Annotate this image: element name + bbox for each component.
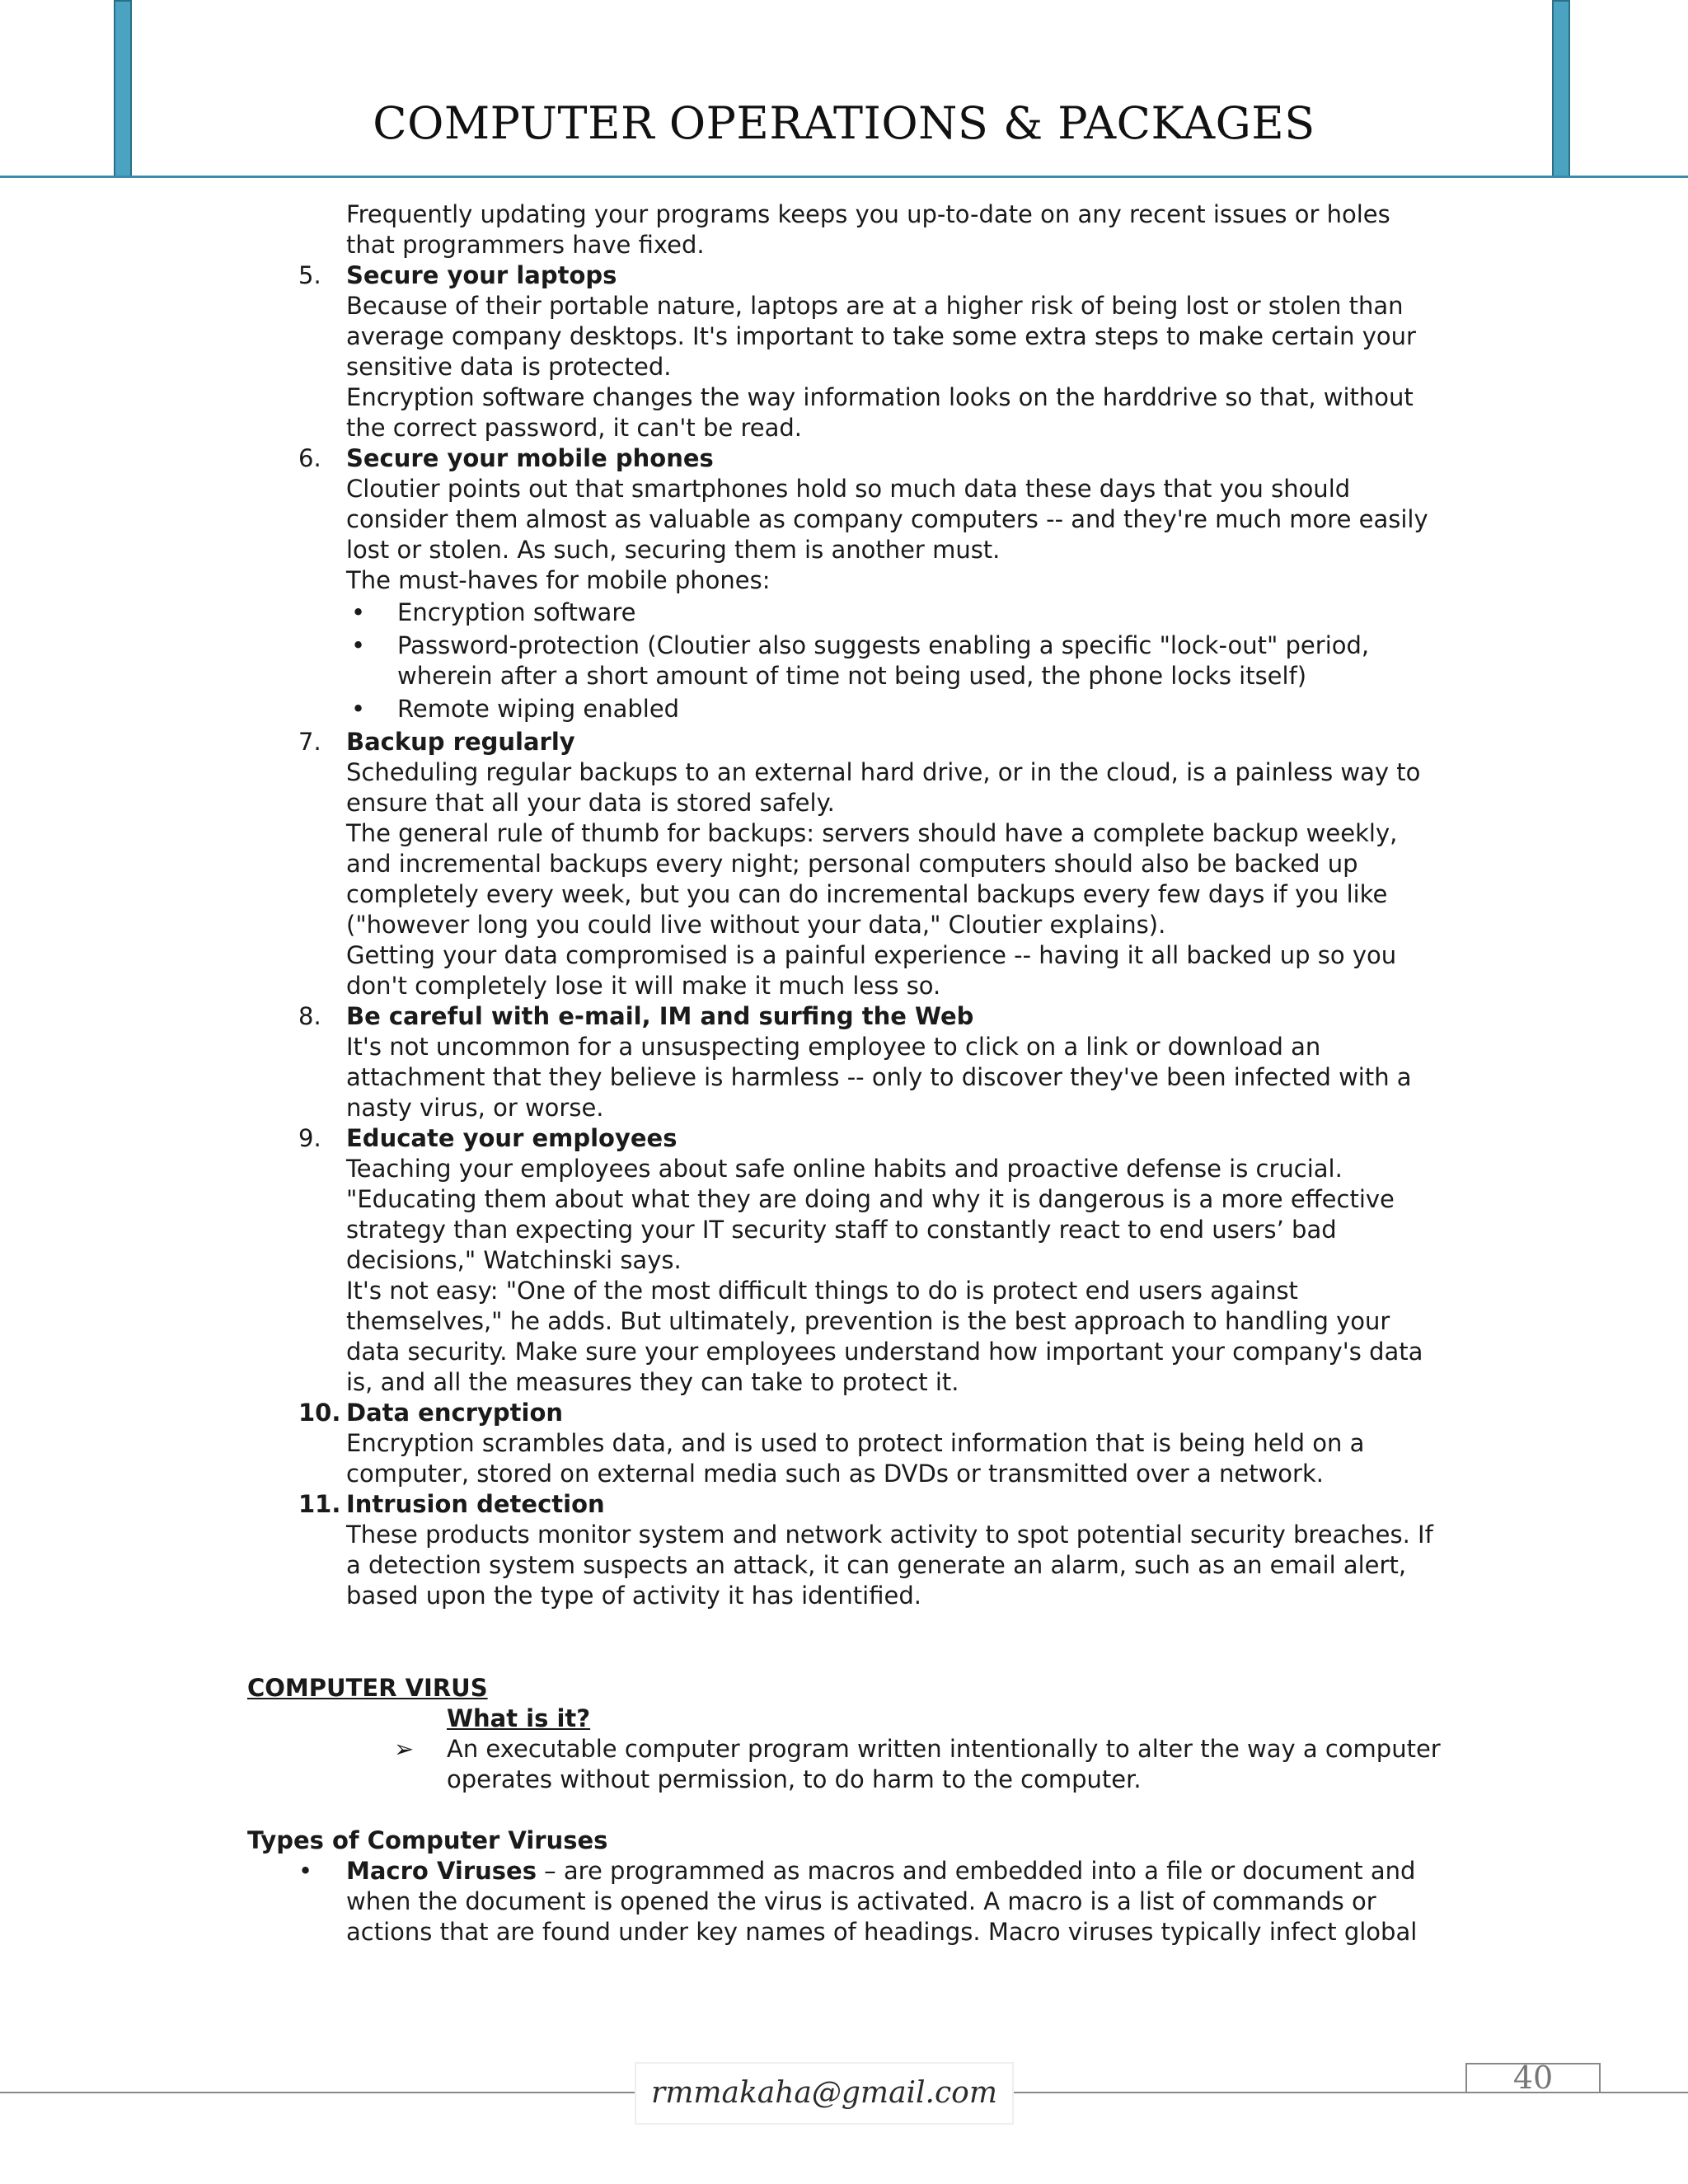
bullet-item (346, 694, 1442, 724)
document-body (247, 199, 1442, 1947)
list-item-title: Backup regularly (346, 728, 575, 756)
list-item-number: 7. (298, 728, 321, 756)
virus-definition (247, 1734, 1442, 1795)
footer-email: rmmakaha@gmail.com (635, 2062, 1014, 2125)
bullet-dot-icon: • (351, 695, 366, 723)
list-item (247, 443, 1442, 724)
list-item-paragraph: Cloutier points out that smartphones hold so much data these days that you should consider them almost as valuable as company computers -- and they're much more easily lost or stolen. As such, securing them is another must. (346, 475, 1428, 564)
virus-type-description: – are programmed as macros and embedded into a file or document and when the document is opened the virus is activated. A macro is a list of commands or actions that are found under key names of headings. Macro viruses typically infect global (346, 1857, 1418, 1946)
list-item (247, 260, 1442, 443)
list-item-number: 5. (298, 261, 321, 289)
list-item-number: 11. (298, 1490, 341, 1518)
list-item-paragraph: The general rule of thumb for backups: servers should have a complete backup weekly, and incremental backups every night; personal computers should also be backed up completely every week, but you can do incremental backups every few days if you like ("however long you could live without your data," Cloutier explains). (346, 819, 1398, 939)
bullet-dot-icon: • (351, 631, 366, 659)
types-list (247, 1856, 1442, 1947)
list-item (247, 1001, 1442, 1123)
bullet-dot-icon: • (351, 598, 366, 626)
list-item-title: Be careful with e-mail, IM and surfing the Web (346, 1002, 974, 1030)
section-heading-computer-virus: COMPUTER VIRUS (247, 1674, 488, 1702)
footer-line-left (0, 2092, 635, 2093)
bullet-text: Password-protection (Cloutier also suggests enabling a specific "lock-out" period, wherein after a short amount of time not being used, the phone locks itself) (397, 631, 1370, 690)
list-item-paragraph: These products monitor system and network activity to spot potential security breaches. If a detection system suspects an attack, it can generate an alarm, such as an email alert, based upon the type of activity it has identified. (346, 1521, 1433, 1610)
list-item-number: 10. (298, 1399, 341, 1427)
list-item-number: 9. (298, 1124, 321, 1152)
page-number: 40 (1465, 2063, 1601, 2093)
page-title: COMPUTER OPERATIONS & PACKAGES (373, 97, 1315, 149)
list-item-paragraph: Getting your data compromised is a painful experience -- having it all backed up so you don't completely lose it will make it much less so. (346, 941, 1397, 1000)
list-item-title: Data encryption (346, 1399, 564, 1427)
bullet-list (346, 598, 1442, 724)
list-item-title: Secure your laptops (346, 261, 617, 289)
list-item-title: Educate your employees (346, 1124, 678, 1152)
header-left-bar (114, 0, 132, 177)
types-heading: Types of Computer Viruses (247, 1826, 608, 1854)
list-item (247, 1123, 1442, 1398)
header-divider (0, 176, 1688, 178)
virus-type-item (247, 1856, 1442, 1947)
list-item-paragraph: It's not easy: "One of the most difficult things to do is protect end users against themselves," he adds. But ultimately, prevention is the best approach to handling your data security. Make sure your employees understand how important your company's data is, and all the measures they can take to protect it. (346, 1277, 1423, 1396)
bullet-item (346, 630, 1442, 691)
list-item-number: 6. (298, 444, 321, 472)
list-item-paragraph: Encryption software changes the way information looks on the harddrive so that, without the correct password, it can't be read. (346, 383, 1414, 442)
list-item (247, 727, 1442, 1001)
header-right-bar (1552, 0, 1570, 177)
bullet-text: Encryption software (397, 598, 636, 626)
numbered-list (247, 260, 1442, 1611)
subheading-what-is-it: What is it? (447, 1704, 591, 1732)
list-item-paragraph: The must-haves for mobile phones: (346, 566, 771, 594)
list-item (247, 1398, 1442, 1489)
arrow-bullet-icon: ➢ (394, 1735, 415, 1763)
list-item-paragraph: Encryption scrambles data, and is used to protect information that is being held on a computer, stored on external media such as DVDs or transmitted over a network. (346, 1429, 1365, 1488)
list-item-paragraph: It's not uncommon for a unsuspecting employee to click on a link or download an attachment that they believe is harmless -- only to discover they've been infected with a nasty virus, or worse. (346, 1033, 1412, 1122)
list-item-paragraph: Teaching your employees about safe online habits and proactive defense is crucial. "Educating them about what they are doing and why it is dangerous is a more effective strategy than expecting your IT security staff to constantly react to end users’ bad decisions," Watchinski says. (346, 1155, 1395, 1274)
list-item (247, 1489, 1442, 1611)
list-item-title: Intrusion detection (346, 1490, 605, 1518)
list-item-paragraph: Because of their portable nature, laptops are at a higher risk of being lost or stolen than average company desktops. It's important to take some extra steps to make certain your sensitive data is protected. (346, 292, 1416, 381)
virus-definition-text: An executable computer program written intentionally to alter the way a computer operates without permission, to do harm to the computer. (447, 1735, 1441, 1793)
list-item-number: 8. (298, 1002, 321, 1030)
list-item-paragraph: Scheduling regular backups to an external hard drive, or in the cloud, is a painless way to ensure that all your data is stored safely. (346, 758, 1421, 817)
bullet-dot-icon: • (298, 1857, 313, 1885)
bullet-item (346, 598, 1442, 628)
bullet-text: Remote wiping enabled (397, 695, 680, 723)
list-item-title: Secure your mobile phones (346, 444, 714, 472)
intro-paragraph: Frequently updating your programs keeps you up-to-date on any recent issues or holes that programmers have fixed. (346, 200, 1390, 259)
virus-type-term: Macro Viruses (346, 1857, 537, 1885)
